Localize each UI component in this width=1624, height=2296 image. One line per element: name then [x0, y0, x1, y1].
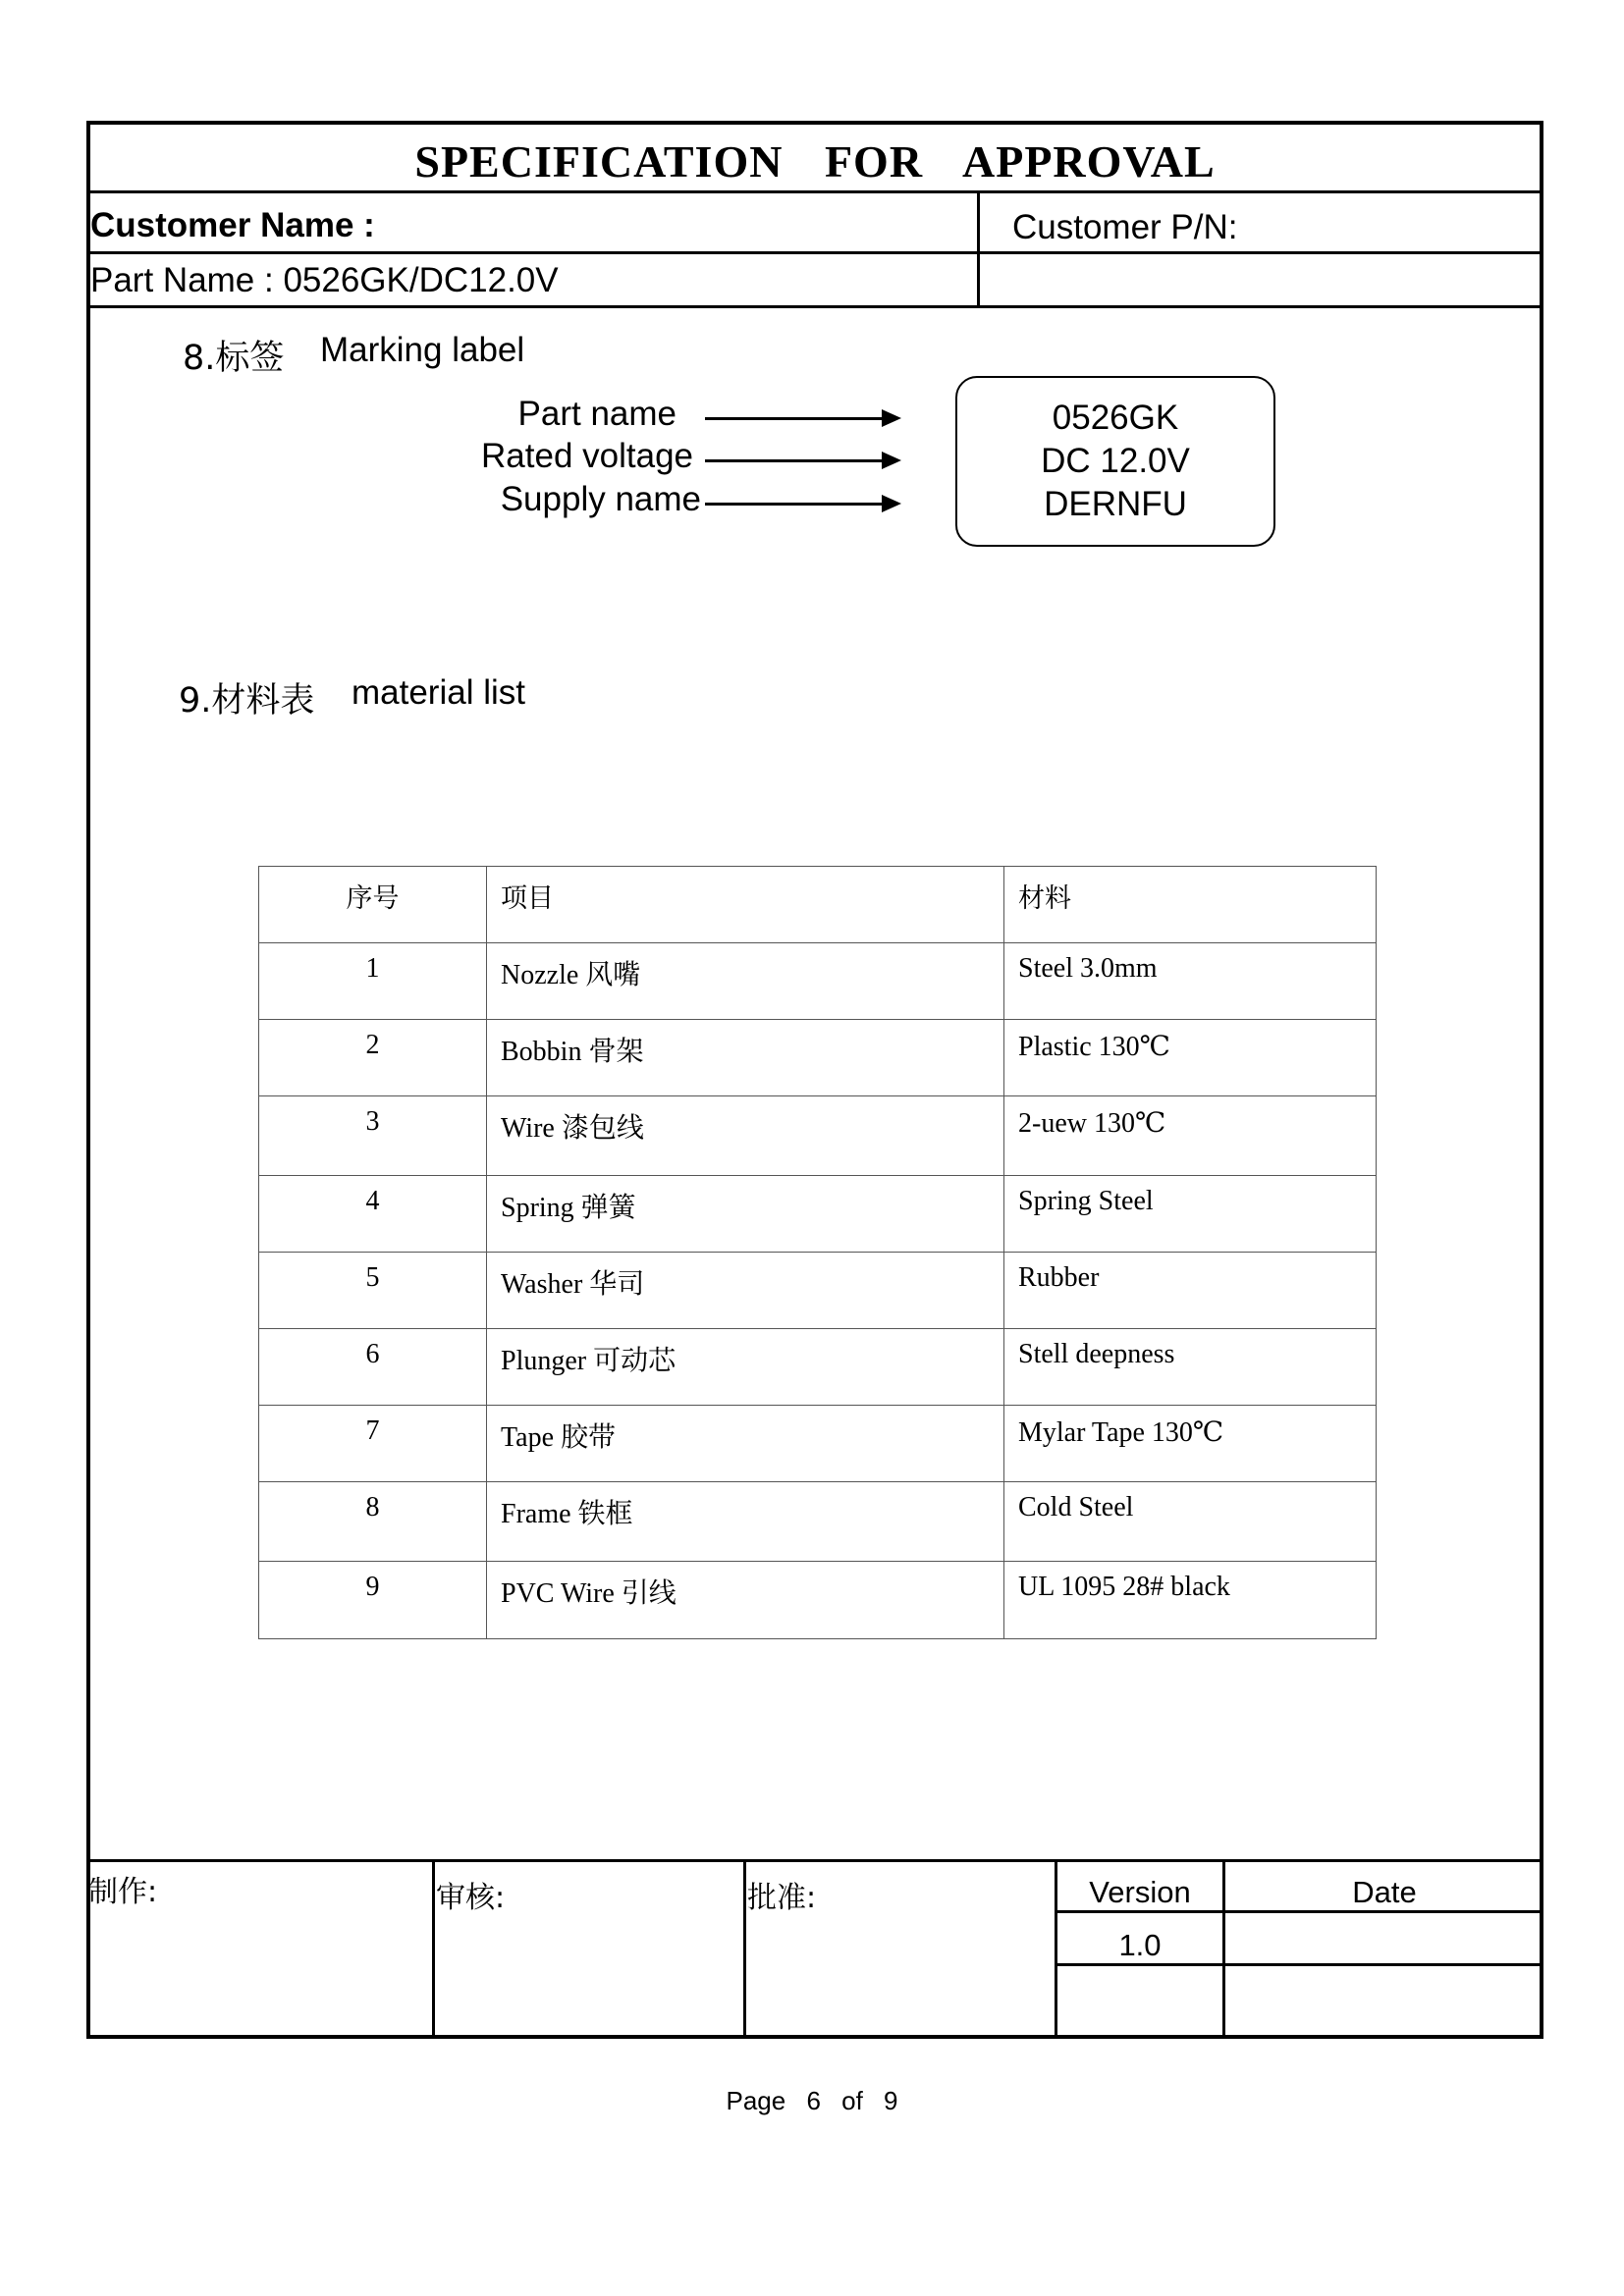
header-divider-2 — [86, 251, 1543, 254]
page-number: Page 6 of 9 — [726, 2086, 898, 2115]
version-label: Version — [1089, 1875, 1191, 1909]
marking-supply-value: DERNFU — [1044, 485, 1187, 523]
arrow-part-name — [705, 417, 897, 420]
marking-voltage-value: DC 12.0V — [1041, 442, 1190, 480]
column-header-item: 项目 — [487, 867, 1004, 943]
approved-by-label: 批准: — [747, 1881, 817, 1915]
part-name-field: Part Name : 0526GK/DC12.0V — [90, 261, 559, 299]
footer-top-divider — [86, 1859, 1543, 1862]
row-number: 6 — [259, 1329, 487, 1406]
marking-part-name-value: 0526GK — [1052, 399, 1179, 437]
arrow-supply-name — [705, 503, 897, 506]
marking-label-supply-name: Supply name — [500, 480, 701, 518]
table-row — [259, 1176, 1377, 1253]
version-value: 1.0 — [1118, 1928, 1162, 1962]
footer-version-divider-2 — [1055, 1963, 1543, 1966]
row-material: Stell deepness — [1004, 1329, 1377, 1406]
section-9-heading-en: material list — [352, 673, 525, 712]
table-row — [259, 1482, 1377, 1562]
row-number: 8 — [259, 1482, 487, 1562]
row-item: Frame 铁框 — [487, 1482, 1004, 1562]
row-number: 7 — [259, 1406, 487, 1482]
row-material: Rubber — [1004, 1253, 1377, 1329]
row-item: Washer 华司 — [487, 1253, 1004, 1329]
marking-label-rated-voltage: Rated voltage — [481, 437, 693, 475]
row-material: Steel 3.0mm — [1004, 943, 1377, 1020]
header-divider-1 — [86, 190, 1543, 193]
table-row — [259, 1253, 1377, 1329]
table-row — [259, 1020, 1377, 1096]
table-row — [259, 1329, 1377, 1406]
row-material: UL 1095 28# black — [1004, 1562, 1377, 1639]
section-9-heading: 9.材料表 — [179, 681, 315, 721]
footer-version-divider-1 — [1055, 1910, 1543, 1913]
header-divider-3 — [86, 305, 1543, 308]
row-number: 5 — [259, 1253, 487, 1329]
column-header-no: 序号 — [259, 867, 487, 943]
date-label: Date — [1352, 1875, 1417, 1909]
footer-vertical-2 — [743, 1859, 746, 2039]
reviewed-by-label: 审核: — [436, 1881, 506, 1915]
row-material: Cold Steel — [1004, 1482, 1377, 1562]
table-header-row — [259, 867, 1377, 943]
row-material: 2-uew 130℃ — [1004, 1096, 1377, 1176]
arrow-rated-voltage — [705, 459, 897, 462]
row-number: 4 — [259, 1176, 487, 1253]
row-number: 2 — [259, 1020, 487, 1096]
row-material: Spring Steel — [1004, 1176, 1377, 1253]
section-8-heading-en: Marking label — [320, 331, 525, 369]
row-item: Spring 弹簧 — [487, 1176, 1004, 1253]
customer-name-label: Customer Name : — [90, 206, 375, 244]
material-list-table — [258, 866, 1377, 1639]
section-8-heading: 8.标签 — [183, 339, 285, 378]
row-item: Bobbin 骨架 — [487, 1020, 1004, 1096]
header-vertical-divider — [977, 190, 980, 305]
column-header-material: 材料 — [1004, 867, 1377, 943]
marking-label-box — [955, 376, 1275, 547]
table-row — [259, 1096, 1377, 1176]
made-by-label: 制作: — [88, 1875, 158, 1909]
row-number: 1 — [259, 943, 487, 1020]
marking-label-part-name: Part name — [517, 395, 677, 433]
row-item: Wire 漆包线 — [487, 1096, 1004, 1176]
row-material: Plastic 130℃ — [1004, 1020, 1377, 1096]
row-item: Tape 胶带 — [487, 1406, 1004, 1482]
document-title: SPECIFICATION FOR APPROVAL — [414, 136, 1216, 187]
table-row — [259, 1562, 1377, 1639]
row-item: Nozzle 风嘴 — [487, 943, 1004, 1020]
row-item: Plunger 可动芯 — [487, 1329, 1004, 1406]
table-row — [259, 943, 1377, 1020]
row-item: PVC Wire 引线 — [487, 1562, 1004, 1639]
row-material: Mylar Tape 130℃ — [1004, 1406, 1377, 1482]
customer-pn-label: Customer P/N: — [1012, 208, 1238, 246]
row-number: 9 — [259, 1562, 487, 1639]
row-number: 3 — [259, 1096, 487, 1176]
table-row — [259, 1406, 1377, 1482]
footer-vertical-1 — [432, 1859, 435, 2039]
